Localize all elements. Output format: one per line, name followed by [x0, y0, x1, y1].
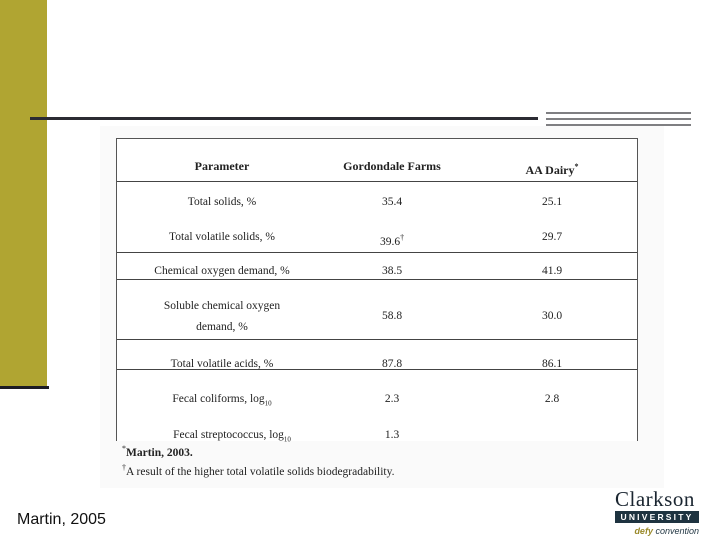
- logo-subline: UNIVERSITY: [615, 511, 699, 523]
- header-parameter: Parameter: [194, 159, 250, 173]
- table-row: [117, 370, 637, 410]
- footnote-text: Martin, 2003.: [126, 446, 193, 459]
- row-gordondale: 58.8: [381, 310, 403, 322]
- table-row: [117, 340, 637, 370]
- row-aa: 2.8: [544, 393, 560, 405]
- footnote: [122, 463, 395, 478]
- logo-tag-rest: convention: [652, 526, 699, 536]
- logo-tag-word: defy: [634, 526, 653, 536]
- table-row: [117, 253, 637, 280]
- data-table: [116, 138, 638, 444]
- table-header-row: [117, 139, 637, 182]
- row-param-line2: demand, %: [196, 321, 248, 333]
- table-row: [117, 410, 637, 444]
- row-param-subscript: 10: [264, 399, 272, 408]
- row-param: [117, 392, 327, 411]
- row-param-subscript: 10: [283, 435, 291, 444]
- footnote-text: A result of the higher total volatile solids biodegradability.: [126, 465, 395, 478]
- row-param: Total volatile solids, %: [169, 231, 275, 243]
- table-row: [117, 220, 637, 253]
- title-divider-right: [546, 112, 691, 126]
- row-gordondale: 2.3: [384, 393, 400, 405]
- footnote-mark: †: [122, 463, 126, 472]
- row-gordondale-value: 39.6: [379, 235, 401, 248]
- row-param: Chemical oxygen demand, %: [154, 265, 290, 277]
- row-gordondale: 1.3: [384, 429, 400, 441]
- header-footnote-mark: *: [574, 162, 579, 171]
- header-gordondale: Gordondale Farms: [343, 159, 441, 173]
- row-aa: 30.0: [541, 310, 563, 322]
- footnote: [122, 444, 193, 459]
- row-param: Total volatile acids, %: [170, 358, 274, 370]
- clarkson-logo: [615, 488, 699, 544]
- row-gordondale: 87.8: [381, 358, 403, 370]
- table-row: [117, 280, 637, 340]
- row-param-text: Fecal streptococcus, log: [173, 429, 284, 441]
- accent-side-bar: [0, 0, 47, 386]
- table-row: [117, 182, 637, 220]
- header-aa-dairy: [492, 159, 612, 178]
- row-param-line1: Soluble chemical oxygen: [163, 300, 281, 312]
- logo-tagline: [615, 526, 699, 536]
- row-aa: 29.7: [541, 231, 563, 243]
- row-aa: 25.1: [541, 196, 563, 208]
- row-param-text: Fecal coliforms, log: [172, 393, 265, 405]
- row-footnote-mark: †: [400, 233, 405, 242]
- row-gordondale: 35.4: [381, 196, 403, 208]
- row-gordondale: 38.5: [381, 265, 403, 277]
- row-param: Total solids, %: [187, 196, 257, 208]
- accent-bar-edge: [0, 386, 49, 389]
- footnote-mark: *: [122, 444, 126, 453]
- row-aa: 86.1: [541, 358, 563, 370]
- row-aa: 41.9: [541, 265, 563, 277]
- header-aa-dairy-text: AA Dairy: [525, 163, 575, 177]
- row-gordondale: [317, 230, 467, 250]
- title-divider: [30, 117, 538, 120]
- logo-wordmark: Clarkson: [615, 487, 695, 511]
- slide-caption: Martin, 2005: [17, 511, 106, 528]
